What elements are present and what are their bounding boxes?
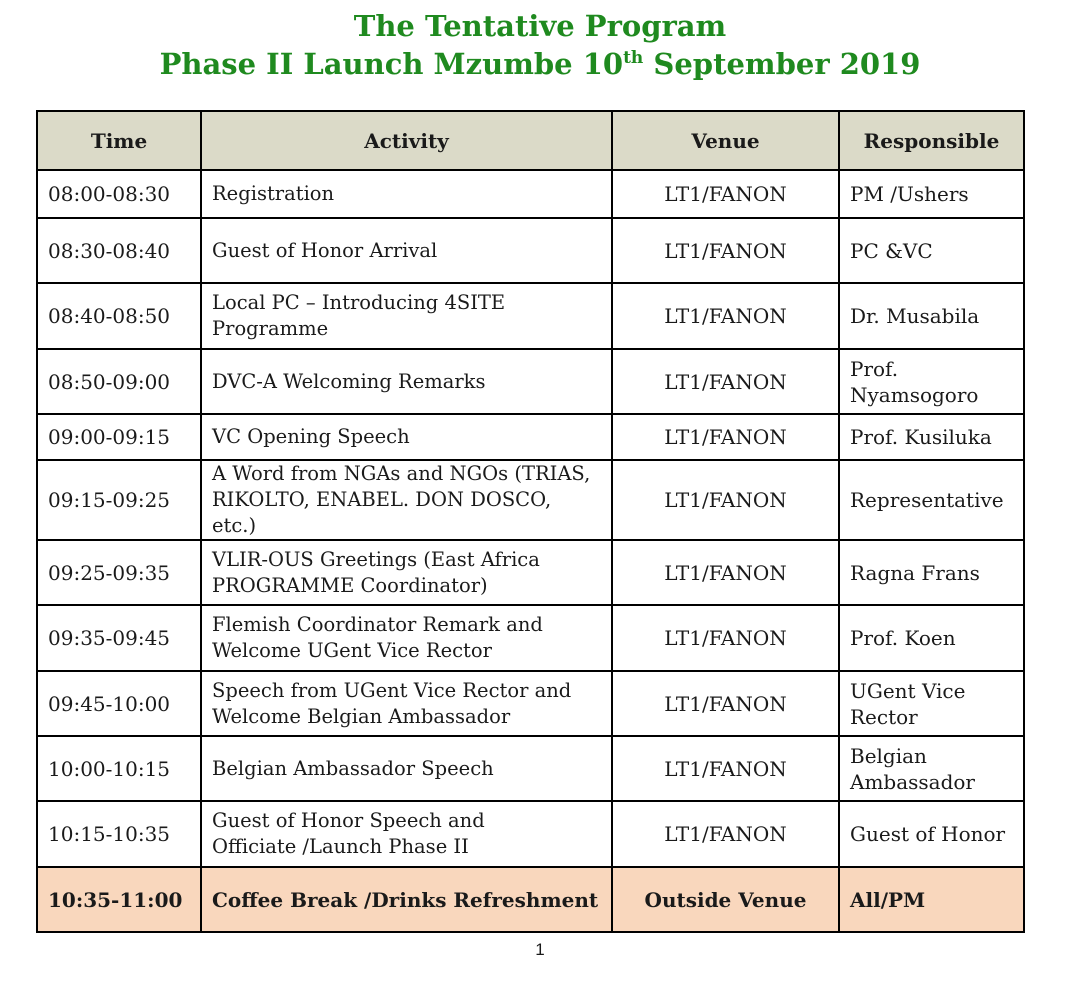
table-row: [37, 605, 1024, 671]
responsible-line: All/PM: [850, 887, 926, 912]
header-responsible: Responsible: [839, 111, 1024, 170]
activity-cell: [201, 605, 612, 671]
time-cell: 09:15-09:25: [37, 460, 201, 540]
responsible-line: Nyamsogoro: [850, 382, 979, 407]
activity-cell: [201, 170, 612, 218]
time-cell: 10:00-10:15: [37, 736, 201, 801]
responsible-cell: [839, 460, 1024, 540]
table-row: [37, 349, 1024, 414]
responsible-cell: [839, 414, 1024, 460]
activity-cell: [201, 867, 612, 932]
activity-line: Speech from UGent Vice Rector and: [212, 678, 572, 702]
time-cell: 08:40-08:50: [37, 283, 201, 349]
table-row: [37, 218, 1024, 283]
activity-line: VC Opening Speech: [212, 425, 410, 448]
document-title: The Tentative Program: [353, 9, 727, 43]
table-row: [37, 801, 1024, 867]
header-activity: Activity: [201, 111, 612, 170]
activity-line: Officiate /Launch Phase II: [212, 835, 469, 858]
activity-line: Registration: [212, 182, 335, 205]
activity-cell: [201, 801, 612, 867]
time-cell: 08:50-09:00: [37, 349, 201, 414]
page-number: 1: [535, 940, 545, 959]
activity-cell: [201, 283, 612, 349]
activity-line: Programme: [212, 317, 329, 340]
responsible-line: Rector: [850, 704, 918, 729]
activity-line: Flemish Coordinator Remark and: [212, 613, 543, 636]
responsible-line: Representative: [850, 488, 1004, 512]
venue-cell: LT1/FANON: [612, 736, 839, 801]
activity-line: Welcome Belgian Ambassador: [212, 704, 511, 728]
activity-cell: [201, 349, 612, 414]
venue-cell: LT1/FANON: [612, 218, 839, 283]
activity-line: A Word from NGAs and NGOs (TRIAS,: [212, 462, 591, 485]
subtitle-text: Phase II Launch Mzumbe 10: [159, 47, 624, 81]
time-cell: 09:00-09:15: [37, 414, 201, 460]
table-header-row: [37, 111, 1024, 170]
venue-cell: Outside Venue: [612, 867, 839, 932]
time-cell: 08:00-08:30: [37, 170, 201, 218]
activity-cell: [201, 414, 612, 460]
activity-line: Guest of Honor Speech and: [212, 809, 485, 832]
responsible-cell: [839, 867, 1024, 932]
responsible-cell: [839, 349, 1024, 414]
venue-cell: LT1/FANON: [612, 170, 839, 218]
responsible-line: Prof. Kusiluka: [850, 425, 992, 449]
time-cell: 10:15-10:35: [37, 801, 201, 867]
venue-cell: LT1/FANON: [612, 671, 839, 736]
venue-cell: LT1/FANON: [612, 605, 839, 671]
responsible-line: Belgian: [850, 743, 927, 768]
activity-line: Coffee Break /Drinks Refreshment: [212, 887, 599, 912]
activity-line: Local PC – Introducing 4SITE: [212, 291, 506, 314]
table-row: [37, 867, 1024, 932]
responsible-line: Ragna Frans: [850, 560, 980, 585]
responsible-cell: [839, 736, 1024, 801]
time-cell: 08:30-08:40: [37, 218, 201, 283]
responsible-cell: [839, 540, 1024, 605]
responsible-line: Guest of Honor: [850, 822, 1006, 846]
table-row: [37, 170, 1024, 218]
activity-line: DVC-A Welcoming Remarks: [212, 369, 486, 393]
responsible-cell: [839, 605, 1024, 671]
responsible-cell: [839, 671, 1024, 736]
responsible-line: Prof. Koen: [850, 626, 956, 650]
activity-cell: [201, 671, 612, 736]
header-venue: Venue: [612, 111, 839, 170]
activity-line: PROGRAMME Coordinator): [212, 573, 488, 597]
responsible-line: PM /Ushers: [850, 182, 969, 206]
table-row: [37, 414, 1024, 460]
activity-cell: [201, 540, 612, 605]
time-cell: 10:35-11:00: [37, 867, 201, 932]
activity-line: Guest of Honor Arrival: [212, 238, 438, 262]
responsible-cell: [839, 218, 1024, 283]
responsible-cell: [839, 283, 1024, 349]
venue-cell: LT1/FANON: [612, 460, 839, 540]
activity-line: Belgian Ambassador Speech: [212, 756, 494, 780]
venue-cell: LT1/FANON: [612, 540, 839, 605]
time-cell: 09:35-09:45: [37, 605, 201, 671]
activity-cell: [201, 736, 612, 801]
table-row: [37, 540, 1024, 605]
activity-cell: [201, 218, 612, 283]
ordinal-suffix: th: [623, 48, 644, 68]
table-body: [37, 170, 1024, 932]
venue-cell: LT1/FANON: [612, 414, 839, 460]
document-subtitle: [0, 46, 1080, 82]
responsible-line: Dr. Musabila: [850, 304, 980, 328]
responsible-line: Prof.: [850, 356, 899, 381]
activity-line: RIKOLTO, ENABEL. DON DOSCO, etc.): [212, 488, 552, 537]
venue-cell: LT1/FANON: [612, 801, 839, 867]
responsible-cell: [839, 170, 1024, 218]
activity-line: Welcome UGent Vice Rector: [212, 639, 492, 662]
responsible-line: PC &VC: [850, 238, 933, 263]
table-row: [37, 283, 1024, 349]
time-cell: 09:25-09:35: [37, 540, 201, 605]
responsible-cell: [839, 801, 1024, 867]
header-time: Time: [37, 111, 201, 170]
activity-cell: [201, 460, 612, 540]
venue-cell: LT1/FANON: [612, 349, 839, 414]
table-row: [37, 460, 1024, 540]
responsible-line: Ambassador: [850, 769, 975, 794]
table-row: [37, 736, 1024, 801]
venue-cell: LT1/FANON: [612, 283, 839, 349]
program-table: [36, 110, 1025, 933]
responsible-line: UGent Vice: [850, 678, 966, 703]
time-cell: 09:45-10:00: [37, 671, 201, 736]
subtitle-date: September 2019: [643, 47, 921, 81]
activity-line: VLIR-OUS Greetings (East Africa: [212, 547, 540, 571]
table-row: [37, 671, 1024, 736]
